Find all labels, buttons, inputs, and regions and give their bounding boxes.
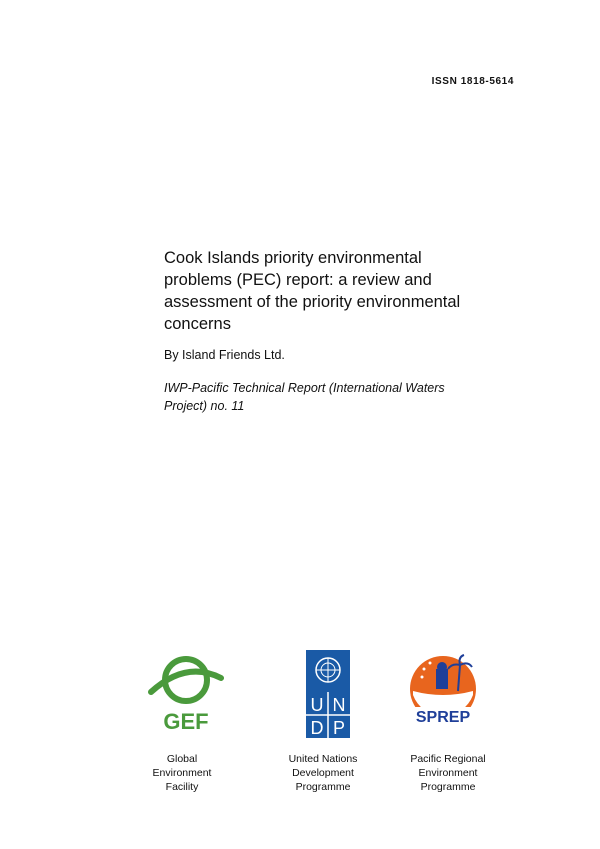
sprep-caption-line: Pacific Regional bbox=[410, 753, 486, 765]
un-emblem-icon bbox=[316, 658, 340, 682]
gef-globe-icon bbox=[151, 659, 221, 701]
undp-caption-line: United Nations bbox=[288, 753, 358, 765]
sprep-caption-line: Programme bbox=[420, 781, 476, 793]
gef-caption-line: Global bbox=[166, 753, 198, 765]
gef-caption-line: Facility bbox=[165, 781, 199, 793]
gef-caption-line: Environment bbox=[152, 767, 212, 779]
issn-number: ISSN 1818-5614 bbox=[431, 76, 514, 87]
undp-caption-line: Development bbox=[292, 767, 354, 779]
undp-caption bbox=[268, 752, 378, 794]
sprep-logo bbox=[408, 651, 478, 727]
undp-letter-u: U bbox=[310, 695, 324, 715]
sprep-caption-line: Environment bbox=[418, 767, 478, 779]
gef-caption bbox=[127, 752, 237, 794]
sprep-caption bbox=[393, 752, 503, 794]
report-author: By Island Friends Ltd. bbox=[164, 348, 285, 362]
undp-caption-line: Programme bbox=[295, 781, 351, 793]
undp-logo bbox=[306, 650, 350, 738]
report-series: IWP-Pacific Technical Report (International Waters Project) no. 11 bbox=[164, 381, 445, 413]
sprep-logo-text: SPREP bbox=[415, 709, 471, 726]
report-title: Cook Islands priority environmental problems (PEC) report: a review and assessment of the priority environmental concerns bbox=[164, 249, 461, 333]
undp-letter-n: N bbox=[332, 695, 346, 715]
gef-logo-text: GEF bbox=[163, 709, 209, 732]
undp-letter-d: D bbox=[310, 718, 324, 738]
gef-logo bbox=[148, 650, 224, 732]
undp-letter-p: P bbox=[332, 718, 346, 738]
